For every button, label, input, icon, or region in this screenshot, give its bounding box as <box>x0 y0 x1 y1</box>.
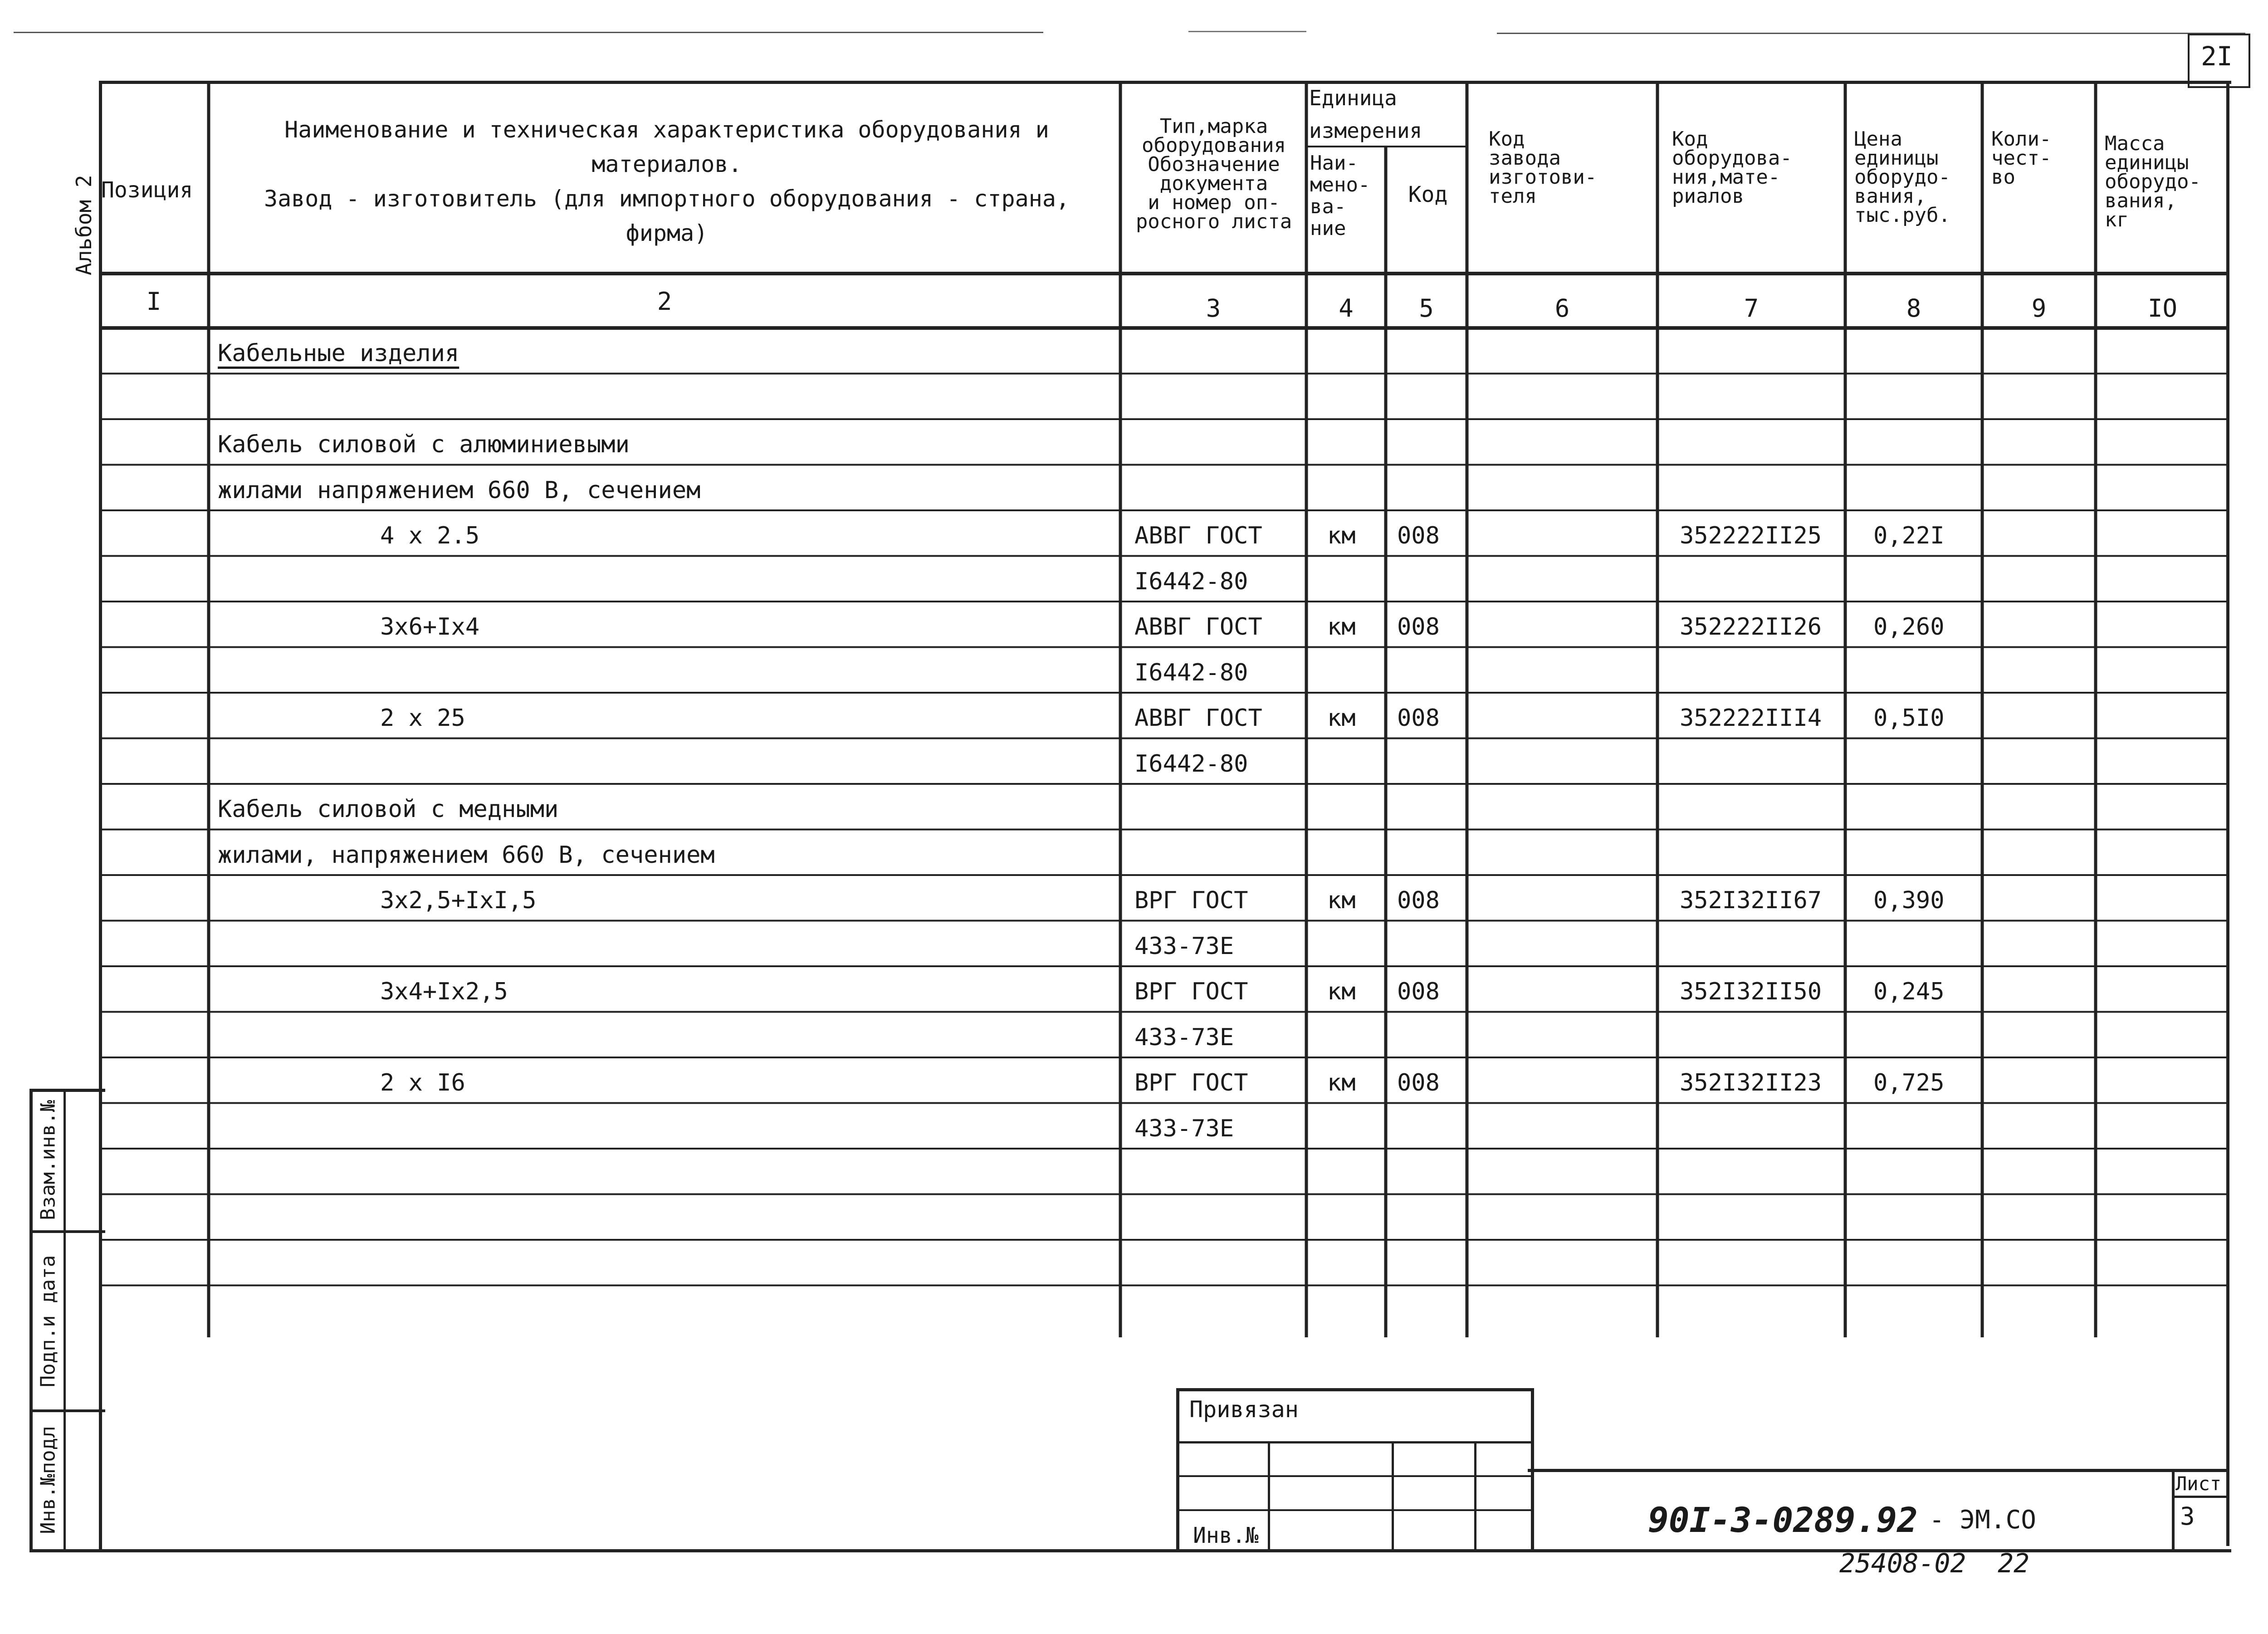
row-type: АВВГ ГОСТ <box>1134 522 1262 549</box>
row-type: 433-73Е <box>1134 1023 1234 1051</box>
list-label: Лист <box>2175 1473 2222 1495</box>
row-name: жилами, напряжением 660 В, сечением <box>218 841 715 869</box>
row-material-code: 352222III4 <box>1680 704 1822 732</box>
row-unit-code: 008 <box>1397 704 1440 732</box>
col-number-2: 2 <box>657 287 672 316</box>
row-type: АВВГ ГОСТ <box>1134 704 1262 732</box>
row-unit: км <box>1327 978 1356 1005</box>
spec-table <box>99 81 2229 1337</box>
header-name: Наименование и техническая характеристика оборудования и материалов. Завод - изготовитель (для импортного оборудования - страна, фирма) <box>264 117 1070 246</box>
col-number-10: IO <box>2147 294 2178 323</box>
row-name: 4 x 2.5 <box>380 522 480 549</box>
side-stamp-podp: Подп.и дата <box>36 1255 60 1388</box>
row-unit-code: 008 <box>1397 1069 1440 1096</box>
title-block <box>1528 1469 2229 1549</box>
row-type: I6442-80 <box>1134 750 1248 778</box>
row-unit-code: 008 <box>1397 978 1440 1005</box>
row-type: ВРГ ГОСТ <box>1134 1069 1248 1096</box>
row-unit-code: 008 <box>1397 522 1440 549</box>
row-material-code: 352I32II23 <box>1680 1069 1822 1096</box>
footer-note: 25408-02 22 <box>1839 1548 2030 1579</box>
doc-code: 90I-3-0289.92 <box>1648 1500 1918 1540</box>
row-name: 3x6+Ix4 <box>380 613 480 641</box>
row-material-code: 352I32II50 <box>1680 978 1822 1005</box>
header-unit-name: Наи- мено- ва- ние <box>1310 152 1370 240</box>
row-price: 0,725 <box>1873 1069 1945 1096</box>
row-name: 3x4+Ix2,5 <box>380 978 508 1005</box>
row-material-code: 352222II26 <box>1680 613 1822 641</box>
binding-label: Привязан <box>1189 1396 1299 1423</box>
row-price: 0,22I <box>1873 522 1945 549</box>
page-number: 2I <box>2201 41 2233 72</box>
row-unit: км <box>1327 613 1356 641</box>
row-type: I6442-80 <box>1134 659 1248 686</box>
row-price: 0,5I0 <box>1873 704 1945 732</box>
row-name: Кабельные изделия <box>218 340 459 367</box>
row-unit-code: 008 <box>1397 887 1440 914</box>
row-type: АВВГ ГОСТ <box>1134 613 1262 641</box>
side-stamp-inv: Инв.№подл <box>36 1426 60 1534</box>
col-number-5: 5 <box>1419 294 1434 323</box>
header-mass: Масса единицы оборудо- вания, кг <box>2105 132 2201 231</box>
row-unit: км <box>1327 704 1356 732</box>
header-unit-group: Единица измерения <box>1309 86 1422 143</box>
col-number-4: 4 <box>1339 294 1354 323</box>
top-rule <box>14 32 1043 33</box>
header-position: Позиция <box>101 177 193 203</box>
doc-suffix: - ЭМ.СО <box>1929 1505 2037 1535</box>
header-factory-code: Код завода изготови- теля <box>1489 127 1597 208</box>
row-unit: км <box>1327 522 1356 549</box>
row-unit-code: 008 <box>1397 613 1440 641</box>
list-value: 3 <box>2180 1502 2195 1531</box>
row-material-code: 352I32II67 <box>1680 887 1822 914</box>
col-number-7: 7 <box>1744 294 1759 323</box>
header-quantity: Коли- чест- во <box>1991 127 2052 189</box>
side-stamp <box>29 1089 105 1552</box>
header-type: Тип,марка оборудования Обозначение документа и номер оп- росного листа <box>1135 115 1292 233</box>
top-rule-right <box>1497 33 2245 34</box>
row-unit: км <box>1327 887 1356 914</box>
side-stamp-vzam: Взам.инв.№ <box>36 1100 60 1220</box>
top-rule-dash <box>1188 31 1306 32</box>
row-price: 0,390 <box>1873 887 1945 914</box>
row-name: Кабель силовой с алюминиевыми <box>218 431 630 458</box>
header-unit-code: Код <box>1408 182 1448 207</box>
col-number-3: 3 <box>1206 294 1221 323</box>
row-type: I6442-80 <box>1134 567 1248 595</box>
row-price: 0,245 <box>1873 978 1945 1005</box>
binding-stamp <box>1176 1388 1534 1549</box>
header-material-code: Код оборудова- ния,мате- риалов <box>1672 127 1792 208</box>
table-body <box>99 81 2229 1337</box>
row-type: ВРГ ГОСТ <box>1134 887 1248 914</box>
row-name: 3x2,5+IxI,5 <box>380 887 537 914</box>
row-name: 2 x I6 <box>380 1069 465 1096</box>
col-number-9: 9 <box>2031 294 2047 323</box>
album-label: Альбом 2 <box>72 175 96 275</box>
row-price: 0,260 <box>1873 613 1945 641</box>
row-type: ВРГ ГОСТ <box>1134 978 1248 1005</box>
col-number-6: 6 <box>1554 294 1570 323</box>
row-material-code: 352222II25 <box>1680 522 1822 549</box>
row-name: жилами напряжением 660 В, сечением <box>218 476 701 504</box>
row-unit: км <box>1327 1069 1356 1096</box>
col-number-8: 8 <box>1906 294 1921 323</box>
row-type: 433-73Е <box>1134 1115 1234 1142</box>
row-name: 2 x 25 <box>380 704 465 732</box>
col-number-1: I <box>146 287 161 316</box>
row-type: 433-73Е <box>1134 932 1234 960</box>
inv-number-label: Инв.№ <box>1193 1523 1259 1548</box>
header-price: Цена единицы оборудо- вания, тыс.руб. <box>1854 127 1950 227</box>
row-name: Кабель силовой с медными <box>218 796 559 823</box>
